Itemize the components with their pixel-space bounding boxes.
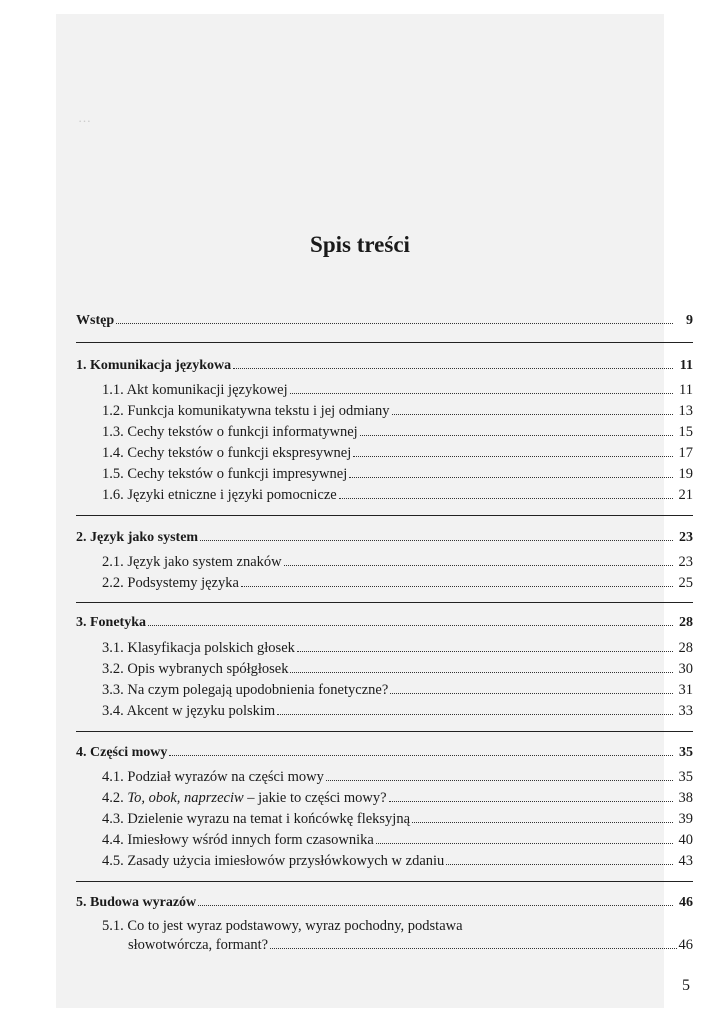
separator-line (76, 342, 693, 343)
toc-item-1-3[interactable]: 1.3. Cechy tekstów o funkcji informatywnej 15 (102, 422, 693, 441)
toc-chapter-wstep[interactable]: Wstęp 9 (76, 310, 693, 329)
toc-chapter-5[interactable]: 5. Budowa wyrazów 46 (76, 892, 693, 911)
toc-item-3-4[interactable]: 3.4. Akcent w języku polskim 33 (102, 701, 693, 720)
toc-chapter-4[interactable]: 4. Części mowy 35 (76, 742, 693, 761)
separator-line (76, 602, 693, 603)
toc-item-1-1[interactable]: 1.1. Akt komunikacji językowej 11 (102, 380, 693, 399)
separator-line (76, 881, 693, 882)
separator-line (76, 731, 693, 732)
toc-item-4-4[interactable]: 4.4. Imiesłowy wśród innych form czasownika 40 (102, 830, 693, 849)
toc-chapter-1[interactable]: 1. Komunikacja językowa 11 (76, 355, 693, 374)
toc-item-3-3[interactable]: 3.3. Na czym polegają upodobnienia fonetyczne? 31 (102, 680, 693, 699)
toc-item-1-6[interactable]: 1.6. Języki etniczne i języki pomocnicze 21 (102, 485, 693, 504)
toc-item-4-1[interactable]: 4.1. Podział wyrazów na części mowy 35 (102, 767, 693, 786)
toc-item-1-4[interactable]: 1.4. Cechy tekstów o funkcji ekspresywnej 17 (102, 443, 693, 462)
bleed-through-text: … (78, 110, 91, 125)
toc-item-3-2[interactable]: 3.2. Opis wybranych spółgłosek 30 (102, 659, 693, 678)
separator-line (76, 515, 693, 516)
toc-chapter-3[interactable]: 3. Fonetyka 28 (76, 612, 693, 631)
toc-item-4-2[interactable]: 4.2. To, obok, naprzeciw – jakie to części mowy? 38 (102, 788, 693, 807)
page-number: 5 (682, 977, 690, 994)
document-page (56, 14, 693, 1008)
toc-item-2-2[interactable]: 2.2. Podsystemy języka 25 (102, 573, 693, 592)
toc-item-3-1[interactable]: 3.1. Klasyfikacja polskich głosek 28 (102, 638, 693, 657)
page-title: Spis treści (310, 232, 410, 257)
toc-item-5-1[interactable]: 5.1. Co to jest wyraz podstawowy, wyraz pochodny, podstawa słowotwórcza, formant? 46 (102, 918, 693, 954)
toc-item-4-3[interactable]: 4.3. Dzielenie wyrazu na temat i końcówkę fleksyjną 39 (102, 809, 693, 828)
toc-item-1-5[interactable]: 1.5. Cechy tekstów o funkcji impresywnej 19 (102, 464, 693, 483)
toc-item-4-5[interactable]: 4.5. Zasady użycia imiesłowów przysłówkowych w zdaniu 43 (102, 851, 693, 870)
toc-item-2-1[interactable]: 2.1. Język jako system znaków 23 (102, 552, 693, 571)
toc-chapter-2[interactable]: 2. Język jako system 23 (76, 527, 693, 546)
toc-item-1-2[interactable]: 1.2. Funkcja komunikatywna tekstu i jej odmiany 13 (102, 401, 693, 420)
